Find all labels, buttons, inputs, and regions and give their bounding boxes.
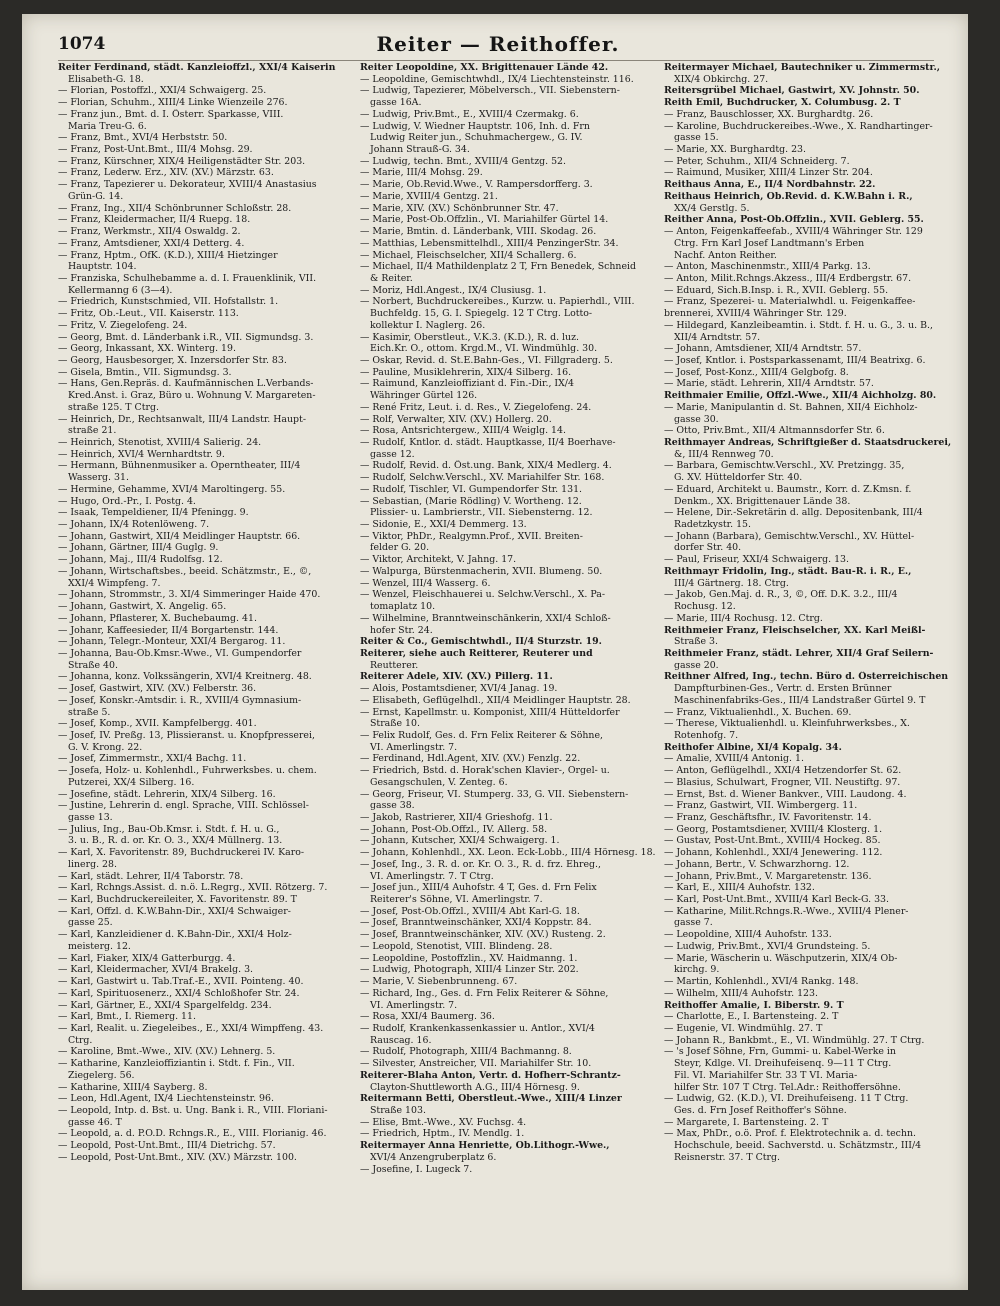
directory-entry: — Rudolf, Revid. d. Öst.ung. Bank, XIX/4 Medlerg. 4. [360,460,612,472]
directory-entry: — Josef, Post-Ob.Offzl., XVIII/4 Abt Karl-G. 18. [360,905,580,917]
directory-entry: — Anton, Geflügelhdl., XXI/4 Hetzendorfer St. 62. [664,765,902,777]
directory-entry: — Josef, Kntlor. i. Postsparkassenamt, III/4 Beatrixg. 6. [664,354,926,366]
entry-continuation: Ziegelerg. 56. [68,1069,135,1081]
directory-entry: — Fritz, V. Ziegelofeng. 24. [58,319,188,331]
directory-entry: — Eduard, Sich.B.Insp. i. R., XVII. Geblerg. 55. [664,284,889,296]
entry-continuation: felder G. 20. [370,542,430,554]
directory-entry: — Josefa, Holz- u. Kohlenhdl., Fuhrwerksbes. u. chem. [58,765,317,777]
entry-continuation: Buchfeldg. 15, G. I. Spiegelg. 12 T Ctrg. Lotto- [370,308,593,320]
surname-heading: Reithaus Heinrich, Ob.Revid. d. K.W.Bahn i. R., [664,190,913,202]
directory-entry: — Johanna, Bau-Ob.Kmsr.-Wwe., VI. Gumpendorfer [58,647,302,659]
directory-entry: — Josef, Ing., 3. R. d. or. Kr. O. 3., R. d. frz. Ehreg., [360,858,601,870]
directory-entry: — Johanr, Kaffeesieder, II/4 Borgartenstr. 144. [58,624,279,636]
entry-continuation: Clayton-Shuttleworth A.G., III/4 Hörnesg. 9. [370,1081,580,1093]
surname-heading: Reitermayer Michael, Bautechniker u. Zimmermstr., [664,62,941,73]
entry-continuation: Denkm., XX. Brigittenauer Lände 38. [674,495,851,507]
directory-entry: — Silvester, Anstreicher, VII. Mariahilfer Str. 10. [360,1058,592,1070]
directory-entry: — Friedrich, Kunstschmied, VII. Hofstallstr. 1. [58,296,279,308]
directory-entry: — Karl, Gärtner, E., XXI/4 Spargelfeldg. 234. [58,999,272,1011]
directory-entry: — Johann, Gärtner, III/4 Guglg. 9. [58,542,219,554]
directory-entry: — Peter, Schuhm., XII/4 Schneiderg. 7. [664,155,850,167]
entry-continuation: Hauptstr. 104. [68,261,137,273]
surname-heading: Reitermann Betti, Oberstleut.-Wwe., XIII/4 Linzer [360,1093,622,1105]
directory-entry: — Raimund, Kanzleioffiziant d. Fin.-Dir., IX/4 [360,378,574,390]
directory-entry: — Kasimir, Oberstleut., V.K.3. (K.D.), R. d. luz. [360,331,580,343]
page-number: 1074 [58,34,106,54]
entry-continuation: gasse 7. [674,917,713,929]
directory-entry: — Rudolf, Kntlor. d. städt. Hauptkasse, II/4 Boerhave- [360,437,616,448]
surname-heading: Reithmeier Franz, Fleischselcher, XX. Karl Meißl- [664,624,926,636]
entry-continuation: gasse 13. [68,812,113,823]
entry-continuation: VI. Amerlingstr. 7. [370,741,458,753]
entry-continuation: Kellermanng 6 (3—4). [68,284,173,296]
directory-entry: — Leopold, a. d. P.O.D. Rchngs.R., E., VIII. Florianig. 46. [58,1128,327,1140]
directory-entry: — Otto, Priv.Bmt., XII/4 Altmannsdorfer Str. 6. [664,425,885,437]
directory-entry: — Matthias, Lebensmittelhdl., XIII/4 PenzingerStr. 34. [360,237,619,249]
directory-entry: — Marie, Post-Ob.Offzlin., VI. Mariahilfer Gürtel 14. [360,214,609,226]
entry-continuation: hilfer Str. 107 T Ctrg. Tel.Adr.: Reithoffersöhne. [674,1081,901,1093]
entry-continuation: Plissier- u. Lambrierstr., VII. Siebensterng. 12. [370,507,593,519]
directory-entry: — Leopoldine, XIII/4 Auhofstr. 133. [664,929,832,941]
column-1 [58,62,354,1284]
directory-entry: — Franz, Lederw. Erz., XIV. (XV.) Märzstr. 63. [58,167,274,179]
surname-heading: Reithmeier Franz, städt. Lehrer, XII/4 Graf Seilern- [664,647,934,659]
entry-continuation: Straße 103. [370,1104,426,1116]
entry-continuation: Straße 40. [68,659,118,671]
directory-entry: — Ernst, Bst. d. Wiener Bankver., VIII. Laudong. 4. [664,788,907,800]
directory-entry: — Leopold, Intp. d. Bst. u. Ung. Bank i. R., VIII. Floriani- [58,1104,328,1116]
directory-entry: — Karoline, Bmt.-Wwe., XIV. (XV.) Lehnerg. 5. [58,1046,276,1058]
directory-entry: — Franz, Geschäftsfhr., IV. Favoritenstr. 14. [664,812,872,823]
directory-entry: — Katharine, Kanzleioffiziantin i. Stdt. f. Fin., VII. [58,1058,295,1070]
entry-continuation: Ctrg. [68,1034,93,1046]
directory-entry: — Marie, V. Siebenbrunneng. 67. [360,976,518,988]
entry-continuation: &, III/4 Rennweg 70. [674,448,774,460]
entry-continuation: linerg. 28. [68,858,117,870]
directory-entry: — Josef, Konskr.-Amtsdir. i. R., XVIII/4 Gymnasium- [58,694,302,706]
directory-entry: — Franz, Post-Unt.Bmt., III/4 Mohsg. 29. [58,144,253,156]
entry-continuation: Währinger Gürtel 126. [370,390,478,402]
entry-continuation: Johann Strauß-G. 34. [370,144,470,156]
directory-entry: — Richard, Ing., Ges. d. Frn Felix Reiterer & Söhne, [360,987,609,999]
directory-entry: — Elisabeth, Geflügelhdl., XII/4 Meidlinger Hauptstr. 28. [360,694,631,706]
surname-heading: Reitermayer Anna Henriette, Ob.Lithogr.-Wwe., [360,1140,610,1152]
directory-entry: — Wilhelmine, Branntweinschänkerin, XXI/4 Schloß- [360,612,611,624]
directory-entry: — Katharine, Milit.Rchngs.R.-Wwe., XVIII/4 Plener- [664,905,909,917]
directory-entry: — René Fritz, Leut. i. d. Res., V. Ziegelofeng. 24. [360,401,592,413]
surname-heading: Reith Emil, Buchdrucker, X. Columbusg. 2. T [664,97,901,109]
directory-entry: — Franz, Tapezierer u. Dekorateur, XVIII/4 Anastasius [58,179,317,191]
directory-entry: — Georg, Bmt. d. Länderbank i.R., VII. Sigmundsg. 3. [58,331,314,343]
directory-entry: — Florian, Postoffzl., XXI/4 Schwaigerg. 25. [58,85,267,97]
directory-entry: — Ludwig, Tapezierer, Möbelversch., VII. Siebenstern- [360,85,620,97]
directory-entry: — Johann, Bertr., V. Schwarzhorng. 12. [664,858,850,870]
entry-continuation: Reutterer. [370,659,419,671]
entry-continuation: gasse 15. [674,132,719,144]
entry-continuation: kollektur I. Naglerg. 26. [370,319,486,331]
surname-heading: Reithmaier Emilie, Offzl.-Wwe., XII/4 Aichholzg. 80. [664,390,937,402]
entry-continuation: G. XV. Hütteldorfer Str. 40. [674,472,803,484]
entry-continuation: gasse 38. [370,800,415,812]
directory-entry: — 's Josef Söhne, Frn, Gummi- u. Kabel-Werke in [664,1046,896,1058]
entry-continuation: gasse 12. [370,448,415,460]
directory-entry: — Ludwig, Priv.Bmt., E., XVIII/4 Czermakg. 6. [360,108,579,120]
directory-entry: — Marie, Wäscherin u. Wäschputzerin, XIX/4 Ob- [664,952,898,964]
directory-entry: — Franz, Ing., XII/4 Schönbrunner Schloßstr. 28. [58,202,292,214]
directory-entry: — Rosa, XXI/4 Baumerg. 36. [360,1011,495,1023]
directory-entry: — Franz, Spezerei- u. Materialwhdl. u. Feigenkaffee- [664,296,916,308]
directory-entry: — Isaak, Tempeldiener, II/4 Pfeningg. 9. [58,507,249,519]
directory-entry: — Raimund, Musiker, XIII/4 Linzer Str. 204. [664,167,873,179]
entry-continuation: straße 125. T Ctrg. [68,401,159,413]
directory-entry: — Josef, Branntweinschänker, XXI/4 Koppstr. 84. [360,917,592,929]
directory-entry: — Georg, Inkassant, XX. Winterg. 19. [58,343,236,355]
directory-entry: — Johann, Gastwirt, X. Angelig. 65. [58,601,227,613]
directory-entry: — Johann (Barbara), Gemischtw.Verschl., XV. Hüttel- [664,530,915,542]
directory-entry: — Jakob, Rastrierer, XII/4 Grieshofg. 11. [360,812,553,823]
surname-heading: Reitersgrübel Michael, Gastwirt, XV. Johnstr. 50. [664,85,920,97]
entry-continuation: gasse 30. [674,413,719,425]
directory-entry: — Josef, Zimmermstr., XXI/4 Bachg. 11. [58,753,247,765]
directory-entry: — Josef, Komp., XVII. Kampfelbergg. 401. [58,718,257,730]
entry-continuation: Putzerei, XX/4 Silberg. 16. [68,776,195,788]
directory-entry: — Eduard, Architekt u. Baumstr., Korr. d. Z.Kmsn. f. [664,483,912,495]
entry-continuation: kirchg. 9. [674,964,720,976]
directory-entry: — Heinrich, XVI/4 Wernhardtstr. 9. [58,448,225,460]
directory-entry: — Franz, Bmt., XVI/4 Herbststr. 50. [58,132,228,144]
directory-entry: — Sebastian, (Marie Rödling) V. Wortheng. 12. [360,495,582,507]
directory-entry: — Viktor, Architekt, V. Jahng. 17. [360,554,517,566]
directory-entry: — Marie, XX. Burghardtg. 23. [664,144,806,156]
entry-continuation: Rotenhofg. 7. [674,729,739,741]
directory-entry: — Alois, Postamtsdiener, XVI/4 Janag. 19. [360,683,558,695]
directory-entry: — Rudolf, Photograph, XIII/4 Bachmanng. 8. [360,1046,572,1058]
directory-entry: — Gustav, Post-Unt.Bmt., XVIII/4 Hockeg. 85. [664,835,881,847]
directory-entry: — Ernst, Kapellmstr. u. Komponist, XIII/4 Hütteldorfer [360,706,620,718]
directory-entry: — Johann, Kutscher, XXI/4 Schwaigerg. 1. [360,835,560,847]
directory-entry: — Karl, Post-Unt.Bmt., XVIII/4 Karl Beck-G. 33. [664,894,889,906]
directory-entry: — Amalie, XVIII/4 Antonig. 1. [664,753,804,765]
directory-entry: — Johann, Gastwirt, XII/4 Meidlinger Hauptstr. 66. [58,530,301,542]
entry-continuation: dorfer Str. 40. [674,542,742,554]
directory-entry: — Paul, Friseur, XXI/4 Schwaigerg. 13. [664,554,849,566]
surname-heading: Reiter & Co., Gemischtwhdl., II/4 Sturzstr. 19. [360,636,602,648]
directory-entry: — Karl, E., XIII/4 Auhofstr. 132. [664,882,815,894]
entry-continuation: Straße 3. [674,636,718,648]
directory-entry: — Franz, Kürschner, XIX/4 Heiligenstädter Str. 203. [58,155,306,167]
directory-entry: — Karl, Kleidermacher, XVI/4 Brakelg. 3. [58,964,254,976]
directory-entry: — Justine, Lehrerin d. engl. Sprache, VIII. Schlössel- [58,800,309,812]
directory-entry: — Johann, Post-Ob.Offzl., IV. Allerg. 58. [360,823,548,835]
directory-entry: — Gisela, Bmtin., VII. Sigmundsg. 3. [58,366,232,378]
directory-entry: — Franz, Werkmstr., XII/4 Oswaldg. 2. [58,226,241,238]
directory-entry: — Josefine, I. Lugeck 7. [360,1163,473,1175]
directory-entry: — Marie, Bmtin. d. Länderbank, VIII. Skodag. 26. [360,226,597,238]
directory-entry: — Michael, Fleischselcher, XII/4 Schallerg. 6. [360,249,577,261]
directory-entry: — Franz, Gastwirt, VII. Wimbergerg. 11. [664,800,858,812]
entry-continuation: straße 5. [68,706,111,718]
surname-heading: Reithaus Anna, E., II/4 Nordbahnstr. 22. [664,179,876,191]
directory-entry: — Josef, IV. Preßg. 13, Plissieranst. u. Knopfpresserei, [58,729,315,741]
entry-continuation: Ctrg. Frn Karl Josef Landtmann's Erben [674,237,865,249]
directory-entry: — Margarete, I. Bartensteing. 2. T [664,1116,829,1128]
surname-heading: Reiterer-Blaha Anton, Vertr. d. Hofherr-Schrantz- [360,1069,621,1081]
directory-entry: — Franz, Viktualienhdl., X. Buchen. 69. [664,706,852,718]
directory-entry: — Marie, XIV. (XV.) Schönbrunner Str. 47. [360,202,559,214]
directory-entry: — Josef jun., XIII/4 Auhofstr. 4 T, Ges. d. Frn Felix [360,882,597,894]
directory-entry: — Marie, städt. Lehrerin, XII/4 Arndtstr. 57. [664,378,874,390]
directory-entry: — Marie, Ob.Revid.Wwe., V. Rampersdorfferg. 3. [360,179,593,191]
directory-entry: — Florian, Schuhm., XIII/4 Linke Wienzeile 276. [58,97,288,109]
directory-entry: — Martin, Kohlenhdl., XVI/4 Rankg. 148. [664,976,859,988]
entry-continuation: XIX/4 Obkirchg. 27. [674,73,769,85]
directory-entry: — Leopoldine, Postoffzlin., XV. Haidmanng. 1. [360,952,578,964]
surname-heading: Reiter Leopoldine, XX. Brigittenauer Lände 42. [360,62,609,73]
directory-entry: — Viktor, PhDr., Realgymn.Prof., XVII. Breiten- [360,530,583,542]
surname-heading: Reithoffer Amalie, I. Biberstr. 9. T [664,999,844,1011]
directory-entry: — Karl, Rchngs.Assist. d. n.ö. L.Regrg., XVII. Rötzerg. 7. [58,882,328,894]
directory-entry: — Franziska, Schulhebamme a. d. I. Frauenklinik, VII. [58,272,317,284]
entry-continuation: gasse 16A. [370,97,422,109]
directory-entry: — Rolf, Verwalter, XIV. (XV.) Hollerg. 20. [360,413,552,425]
directory-entry: — Franz, Kleidermacher, II/4 Ruepg. 18. [58,214,251,226]
directory-entry: — Josefine, städt. Lehrerin, XIX/4 Silberg. 16. [58,788,276,800]
entry-continuation: & Reiter. [370,272,413,284]
directory-entry: — Ludwig, Priv.Bmt., XVI/4 Grundsteing. 5. [664,940,871,952]
entry-continuation: Dampfturbinen-Ges., Vertr. d. Ersten Brünner [674,683,892,695]
directory-entry: — Johann, Maj., III/4 Rudolfsg. 12. [58,554,223,566]
directory-entry: — Leon, Hdl.Agent, IX/4 Liechtensteinstr. 96. [58,1093,274,1105]
surname-heading: Reithner Alfred, Ing., techn. Büro d. Österreichischen [664,671,949,683]
directory-entry: — Rudolf, Tischler, VI. Gumpendorfer Str. 131. [360,483,583,495]
directory-entry: — Karl, Buchdruckereileiter, X. Favoritenstr. 89. T [58,894,297,906]
directory-entry: — Wenzel, Fleischhauerei u. Selchw.Verschl., X. Pa- [360,589,606,601]
entry-continuation: XXI/4 Wimpfeng. 7. [68,577,161,589]
entry-continuation: gasse 46. T [68,1116,122,1128]
column-3 [664,62,962,1284]
directory-entry: — Norbert, Buchdruckereibes., Kurzw. u. Papierhdl., VIII. [360,296,635,308]
entry-continuation: gasse 20. [674,659,719,671]
entry-continuation: Steyr, Kdlge. VI. Dreihufeisenq. 9—11 T Ctrg. [674,1058,892,1070]
directory-entry: — Karl, Offzl. d. K.W.Bahn-Dir., XXI/4 Schwaiger- [58,905,291,917]
entry-continuation: meisterg. 12. [68,940,131,952]
entry-continuation: Rochusg. 12. [674,601,736,613]
directory-entry: — Therese, Viktualienhdl. u. Kleinfuhrwerksbes., X. [664,718,910,730]
directory-entry: — Hermine, Gehamme, XVI/4 Maroltingerg. 55. [58,483,286,495]
directory-entry: — Pauline, Musiklehrerin, XIX/4 Silberg. 16. [360,366,572,378]
entry-continuation: VI. Amerlingstr. 7. [370,999,458,1011]
surname-heading: Reiter Ferdinand, städt. Kanzleioffzl., XXI/4 Kaiserin [58,62,336,73]
entry-continuation: Elisabeth-G. 18. [68,73,144,85]
directory-entry: — Josef, Branntweinschänker, XIV. (XV.) Rusteng. 2. [360,929,606,941]
directory-entry: — Leopoldine, Gemischtwhdl., IX/4 Liechtensteinstr. 116. [360,73,634,85]
directory-entry: — Karl, Spirituosenerz., XXI/4 Schloßhofer Str. 24. [58,987,300,999]
directory-entry: — Johann, Wirtschaftsbes., beeid. Schätzmstr., E., ©, [58,565,312,577]
surname-heading: Reiterer Adele, XIV. (XV.) Pillerg. 11. [360,671,553,683]
entry-continuation: Radetzkystr. 15. [674,519,751,531]
entry-continuation: XII/4 Arndtstr. 57. [674,331,761,343]
directory-entry: — Jakob, Gen.Maj. d. R., 3, ©, Off. D.K. 3.2., III/4 [664,589,898,601]
entry-continuation: Hochschule, beeid. Sachverstd. u. Schätzmstr., III/4 [674,1140,922,1152]
directory-entry: — Johann R., Bankbmt., E., VI. Windmühlg. 27. T Ctrg. [664,1034,925,1046]
entry-continuation: Nachf. Anton Reither. [674,249,777,261]
directory-entry: — Anton, Maschinenmstr., XIII/4 Parkg. 13. [664,261,871,273]
entry-continuation: Reisnerstr. 37. T Ctrg. [674,1151,780,1163]
entry-continuation: VI. Amerlingstr. 7. T Ctrg. [370,870,494,882]
directory-entry: — Karl, X. Favoritenstr. 89, Buchdruckerei IV. Karo- [58,847,305,859]
surname-heading: Reither Anna, Post-Ob.Offzlin., XVII. Geblerg. 55. [664,214,924,226]
directory-entry: — Moriz, Hdl.Angest., IX/4 Clusiusg. 1. [360,284,547,296]
directory-entry: — Rosa, Antsrichtergew., XIII/4 Weiglg. 14. [360,425,566,437]
directory-entry: — Georg, Postamtsdiener, XVIII/4 Klosterg. 1. [664,823,883,835]
directory-entry: — Sidonie, E., XXI/4 Demmerg. 13. [360,519,527,531]
entry-continuation: Kred.Anst. i. Graz, Büro u. Wohnung V. Margareten- [68,390,316,402]
directory-entry: — Heinrich, Dr., Rechtsanwalt, III/4 Landstr. Haupt- [58,413,306,425]
directory-entry: — Friedrich, Bstd. d. Horak'schen Klavier-, Orgel- u. [360,765,610,777]
entry-continuation: Wasserg. 31. [68,472,129,484]
directory-entry: — Eugenie, VI. Windmühlg. 27. T [664,1022,823,1034]
directory-entry: — Wilhelm, XIII/4 Auhofstr. 123. [664,987,818,999]
surname-heading: Reiterer, siehe auch Reitterer, Reuterer und [360,647,593,659]
directory-entry: — Charlotte, E., I. Bartensteing. 2. T [664,1011,839,1023]
directory-entry: — Johann, Kohlenhdl., XX. Leon. Eck-Lobb., III/4 Hörnesg. 18. [360,847,656,859]
directory-entry: — Hugo, Ord.-Pr., I. Postg. 4. [58,495,196,507]
entry-continuation: III/4 Gärtnerg. 18. Ctrg. [674,577,789,589]
directory-entry: — Leopold, Post-Unt.Bmt., III/4 Dietrichg. 57. [58,1140,276,1152]
entry-continuation: 3. u. B., R. d. or. Kr. O. 3., XX/4 Müllnerg. 13. [68,835,283,847]
directory-entry: — Ludwig, G2. (K.D.), VI. Dreihufeiseng. 11 T Ctrg. [664,1093,909,1105]
entry-continuation: tomaplatz 10. [370,601,436,613]
directory-entry: — Marie, Manipulantin d. St. Bahnen, XII/4 Eichholz- [664,401,918,413]
entry-continuation: straße 21. [68,425,117,437]
entry-continuation: Rauscag. 16. [370,1034,432,1046]
directory-entry: — Josef, Gastwirt, XIV. (XV.) Felberstr. 36. [58,683,257,695]
directory-entry: — Anton, Milit.Rchngs.Akzess., III/4 Erdbergstr. 67. [664,272,912,284]
directory-entry: — Katharine, XIII/4 Sayberg. 8. [58,1081,208,1093]
entry-continuation: Eich.Kr. O., ottom. Krgd.M., VI. Windmühlg. 30. [370,343,598,355]
directory-columns [58,62,966,1284]
directory-entry: — Anton, Feigenkaffeefab., XVIII/4 Währinger Str. 129 [664,226,923,238]
directory-entry: — Hildegard, Kanzleibeamtin. i. Stdt. f. H. u. G., 3. u. B., [664,319,933,331]
entry-continuation: XVI/4 Anzengruberplatz 6. [370,1151,497,1163]
directory-entry: — Karl, Fiaker, XIX/4 Gatterburgg. 4. [58,952,236,964]
directory-entry: — Ludwig, techn. Bmt., XVIII/4 Gentzg. 52. [360,155,567,167]
directory-entry: — Karl, städt. Lehrer, II/4 Taborstr. 78. [58,870,244,882]
directory-entry: — Karl, Bmt., I. Riemerg. 11. [58,1011,196,1023]
directory-entry: — Hans, Gen.Repräs. d. Kaufmännischen L.Verbands- [58,378,314,390]
directory-entry: — Franz, Hptm., OfK. (K.D.), XIII/4 Hietzinger [58,249,278,261]
entry-continuation: Maria Treu-G. 6. [68,120,147,132]
directory-entry: — Ludwig, V. Wiedner Hauptstr. 106, Inh. d. Frn [360,120,590,132]
directory-entry: — Leopold, Stenotist, VIII. Blindeng. 28. [360,940,553,952]
header-rule [58,60,934,61]
entry-continuation: Grün-G. 14. [68,190,124,202]
entry-continuation: Ludwig Reiter jun., Schuhmachergew., G. IV. [370,132,583,144]
directory-entry: — Oskar, Revid. d. St.E.Bahn-Ges., VI. Fillgraderg. 5. [360,354,613,366]
directory-entry: — Johann, Kohlenhdl., XXI/4 Jenewering. 112. [664,847,883,859]
surname-heading: Reithmayer Andreas, Schriftgießer d. Staatsdruckerei, [664,437,952,448]
directory-entry: — Franz, Amtsdiener, XXI/4 Detterg. 4. [58,237,245,249]
directory-entry: — Rudolf, Krankenkassenkassier u. Antlor., XVI/4 [360,1022,595,1034]
surname-heading: Reithofer Albine, XI/4 Kopalg. 34. [664,741,842,753]
entry-continuation: G. V. Krong. 22. [68,741,143,753]
directory-entry: — Franz jun., Bmt. d. I. Österr. Sparkasse, VIII. [58,108,284,120]
directory-entry: — Wenzel, III/4 Wasserg. 6. [360,577,491,589]
directory-entry: — Ferdinand, Hdl.Agent, XIV. (XV.) Fenzlg. 22. [360,753,581,765]
entry-continuation: Straße 10. [370,718,420,730]
directory-entry: — Georg, Friseur, VI. Stumperg. 33, G. VII. Siebenstern- [360,788,629,800]
directory-entry: — Felix Rudolf, Ges. d. Frn Felix Reiterer & Söhne, [360,729,603,741]
entry-continuation: XX/4 Gerstlg. 5. [674,202,750,214]
directory-entry: — Johann, IX/4 Rotenlöweng. 7. [58,519,210,531]
directory-entry: — Johann, Amtsdiener, XII/4 Arndtstr. 57. [664,343,862,355]
directory-entry: — Karl, Kanzleidiener d. K.Bahn-Dir., XXI/4 Holz- [58,929,292,941]
directory-entry: — Johann, Priv.Bmt., V. Margaretenstr. 136. [664,870,872,882]
directory-entry: — Helene, Dir.-Sekretärin d. allg. Depositenbank, III/4 [664,507,923,519]
directory-entry: — Julius, Ing., Bau-Ob.Kmsr. i. Stdt. f. H. u. G., [58,823,280,835]
entry-continuation: Maschinenfabriks-Ges., III/4 Landstraßer Gürtel 9. T [674,694,926,706]
directory-entry: — Marie, III/4 Mohsg. 29. [360,167,483,179]
directory-entry: — Franz, Bauschlosser, XX. Burghardtg. 26. [664,108,874,120]
entry-continuation: Reiterer's Söhne, VI. Amerlingstr. 7. [370,894,543,906]
directory-entry: — Johanna, konz. Volkssängerin, XVI/4 Kreitnerg. 48. [58,671,312,683]
directory-page [22,14,968,1290]
directory-entry: — Karl, Gastwirt u. Tab.Traf.-E., XVII. Pointeng. 40. [58,976,304,988]
directory-entry: — Karoline, Buchdruckereibes.-Wwe., X. Randhartinger- [664,120,933,132]
directory-entry: — Hermann, Bühnenmusiker a. Operntheater, III/4 [58,460,301,472]
directory-entry: — Johann, Telegr.-Monteur, XXI/4 Bergarog. 11. [58,636,286,648]
directory-entry: — Walpurga, Bürstenmacherin, XVII. Blumeng. 50. [360,565,603,577]
directory-entry: — Ludwig, Photograph, XIII/4 Linzer Str. 202. [360,964,579,976]
surname-heading: Reithmayr Fridolin, Ing., städt. Bau-R. i. R., E., [664,565,912,577]
directory-entry: — Heinrich, Stenotist, XVIII/4 Salierig. 24. [58,437,262,448]
entry-continuation: hofer Str. 24. [370,624,433,636]
column-2 [360,62,658,1284]
directory-entry: — Johann, Pflasterer, X. Buchebaumg. 41. [58,612,257,624]
directory-entry: — Rudolf, Selchw.Verschl., XV. Mariahilfer Str. 168. [360,472,605,484]
directory-entry: — Johann, Strommstr., 3. XI/4 Simmeringer Haide 470. [58,589,321,601]
directory-entry: — Barbara, Gemischtw.Verschl., XV. Pretzingg. 35, [664,460,905,472]
directory-entry: — Max, PhDr., o.ö. Prof. f. Elektrotechnik a. d. techn. [664,1128,916,1140]
directory-entry: brennerei, XVIII/4 Währinger Str. 129. [664,308,847,320]
directory-entry: — Friedrich, Hptm., IV. Mendlg. 1. [360,1128,525,1140]
running-title: Reiter — Reithoffer. [376,32,620,56]
entry-continuation: Gesangschulen, V. Zenteg. 6. [370,776,508,788]
directory-entry: — Elise, Bmt.-Wwe., XV. Fuchsg. 4. [360,1116,527,1128]
directory-entry: — Fritz, Ob.-Leut., VII. Kaiserstr. 113. [58,308,239,320]
directory-entry: — Blasius, Schulwart, Frogner, VII. Neustiftg. 97. [664,776,901,788]
directory-entry: — Karl, Realit. u. Ziegeleibes., E., XXI/4 Wimpffeng. 43. [58,1022,324,1034]
entry-continuation: Ges. d. Frn Josef Reithoffer's Söhne. [674,1104,847,1116]
directory-entry: — Georg, Hausbesorger, X. Inzersdorfer Str. 83. [58,354,287,366]
directory-entry: — Michael, II/4 Mathildenplatz 2 T, Frn Benedek, Schneid [360,261,636,273]
directory-entry: — Marie, III/4 Rochusg. 12. Ctrg. [664,612,823,624]
directory-entry: — Marie, XVIII/4 Gentzg. 21. [360,190,498,202]
entry-continuation: Fil. VI. Mariahilfer Str. 33 T VI. Maria- [674,1069,858,1081]
entry-continuation: gasse 25. [68,917,113,929]
directory-entry: — Leopold, Post-Unt.Bmt., XIV. (XV.) Märzstr. 100. [58,1151,297,1163]
directory-entry: — Josef, Post-Konz., XIII/4 Gelgbofg. 8. [664,366,849,378]
